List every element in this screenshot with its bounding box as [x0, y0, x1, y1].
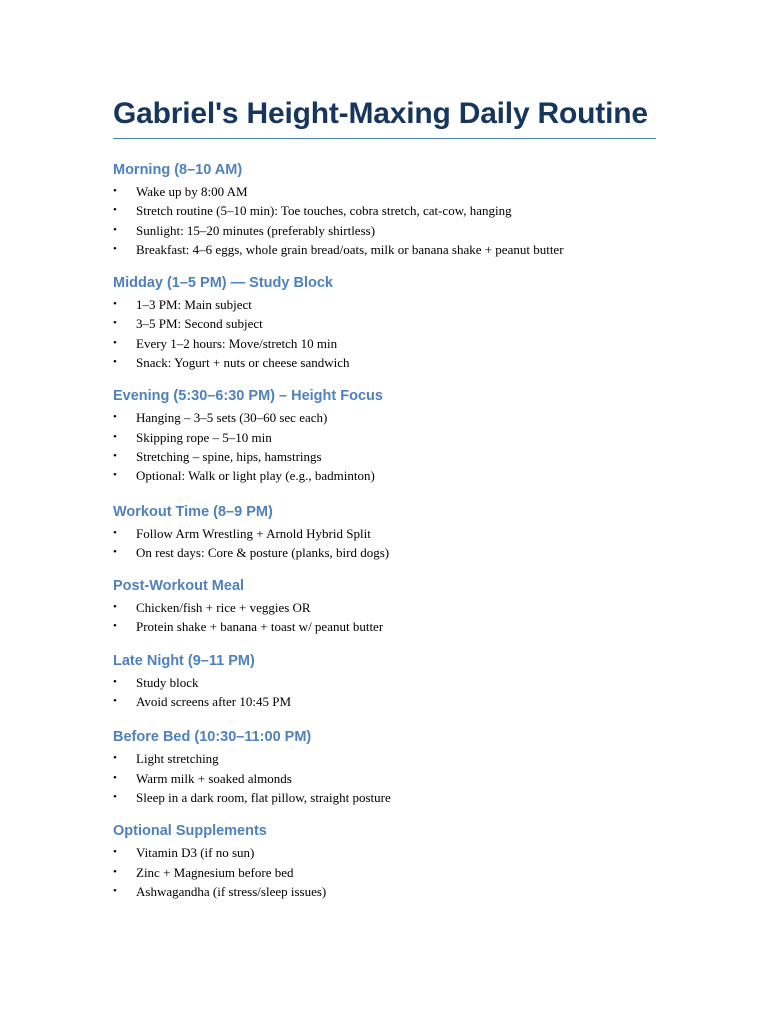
list-item — [113, 882, 656, 901]
section — [113, 502, 656, 563]
list-item-text: Follow Arm Wrestling + Arnold Hybrid Split — [136, 525, 371, 541]
bullet-icon: • — [113, 601, 117, 614]
list-item-text: Chicken/fish + rice + veggies OR — [136, 600, 311, 616]
list-item-text: Sleep in a dark room, flat pillow, straight posture — [136, 789, 391, 805]
list-item-text: 3–5 PM: Second subject — [136, 316, 263, 332]
bullet-icon: • — [113, 298, 117, 311]
list-item — [113, 543, 656, 562]
list-item-text: Breakfast: 4–6 eggs, whole grain bread/oats, milk or banana shake + peanut butter — [136, 241, 564, 257]
bullet-icon: • — [113, 790, 117, 803]
section-heading: Evening (5:30–6:30 PM) – Height Focus — [113, 388, 383, 405]
section-heading: Before Bed (10:30–11:00 PM) — [113, 729, 312, 746]
list-item — [113, 749, 656, 768]
list-item-text: Wake up by 8:00 AM — [136, 184, 248, 199]
bullet-icon: • — [113, 884, 117, 897]
bullet-icon: • — [113, 185, 117, 197]
bullet-icon: • — [113, 242, 117, 255]
list-item — [113, 221, 656, 240]
bullet-list — [113, 749, 656, 807]
list-item — [113, 788, 656, 807]
list-item — [113, 692, 656, 711]
bullet-list — [113, 295, 656, 372]
list-item — [113, 408, 656, 427]
bullet-icon: • — [113, 356, 117, 369]
bullet-icon: • — [113, 526, 117, 539]
section — [113, 160, 656, 259]
list-item-text: 1–3 PM: Main subject — [136, 297, 252, 313]
bullet-icon: • — [113, 865, 117, 878]
list-item — [113, 843, 656, 862]
list-item-text: Vitamin D3 (if no sun) — [136, 845, 255, 861]
list-item-text: Optional: Walk or light play (e.g., badminton) — [136, 468, 375, 484]
document-title: Gabriel's Height-Maxing Daily Routine — [113, 92, 656, 139]
list-item — [113, 182, 656, 201]
list-item — [113, 769, 656, 788]
bullet-icon: • — [113, 771, 117, 784]
list-item-text: On rest days: Core & posture (planks, bird dogs) — [136, 544, 390, 560]
list-item — [113, 353, 656, 372]
list-item — [113, 673, 656, 692]
bullet-icon: • — [113, 545, 117, 558]
list-item-text: Study block — [136, 674, 199, 690]
list-item-text: Snack: Yogurt + nuts or cheese sandwich — [136, 355, 350, 371]
bullet-icon: • — [113, 449, 117, 462]
list-item — [113, 295, 656, 314]
list-item — [113, 334, 656, 353]
list-item — [113, 314, 656, 333]
section — [113, 727, 656, 807]
bullet-icon: • — [113, 620, 117, 633]
section-heading: Post-Workout Meal — [113, 578, 245, 595]
section — [113, 273, 656, 372]
list-item-text: Skipping rope – 5–10 min — [136, 429, 272, 445]
list-item-text: Every 1–2 hours: Move/stretch 10 min — [136, 335, 338, 351]
bullet-list — [113, 673, 656, 712]
bullet-icon: • — [113, 469, 117, 482]
list-item — [113, 201, 656, 220]
bullet-icon: • — [113, 695, 117, 708]
list-item-text: Protein shake + banana + toast w/ peanut butter — [136, 619, 384, 635]
bullet-icon: • — [113, 411, 117, 424]
list-item-text: Stretching – spine, hips, hamstrings — [136, 448, 322, 464]
list-item-text: Avoid screens after 10:45 PM — [136, 694, 292, 710]
list-item-text: Zinc + Magnesium before bed — [136, 864, 294, 880]
bullet-icon: • — [113, 430, 117, 443]
list-item — [113, 240, 656, 259]
list-item — [113, 447, 656, 466]
bullet-list — [113, 598, 656, 637]
bullet-list — [113, 182, 656, 259]
bullet-icon: • — [113, 752, 117, 765]
list-item — [113, 863, 656, 882]
section — [113, 821, 656, 901]
list-item-text: Sunlight: 15–20 minutes (preferably shirtless) — [136, 222, 376, 238]
list-item-text: Stretch routine (5–10 min): Toe touches, cobra stretch, cat-cow, hanging — [136, 203, 512, 219]
section-heading: Morning (8–10 AM) — [113, 162, 243, 178]
bullet-list — [113, 524, 656, 563]
list-item — [113, 466, 656, 485]
list-item-text: Hanging – 3–5 sets (30–60 sec each) — [136, 410, 328, 426]
document-page — [113, 92, 656, 901]
list-item — [113, 598, 656, 617]
section — [113, 651, 656, 712]
sections-container — [113, 160, 656, 901]
list-item — [113, 524, 656, 543]
section-heading: Late Night (9–11 PM) — [113, 652, 255, 669]
bullet-icon: • — [113, 336, 117, 349]
list-item — [113, 617, 656, 636]
section-heading: Optional Supplements — [113, 823, 267, 840]
bullet-icon: • — [113, 317, 117, 330]
section — [113, 386, 656, 485]
bullet-list — [113, 408, 656, 485]
bullet-list — [113, 843, 656, 901]
section-heading: Workout Time (8–9 PM) — [113, 503, 273, 520]
list-item — [113, 428, 656, 447]
list-item-text: Ashwagandha (if stress/sleep issues) — [136, 883, 327, 899]
bullet-icon: • — [113, 204, 117, 217]
section-heading: Midday (1–5 PM) — Study Block — [113, 275, 333, 292]
bullet-icon: • — [113, 223, 117, 236]
bullet-icon: • — [113, 846, 117, 859]
section — [113, 576, 656, 637]
list-item-text: Light stretching — [136, 751, 219, 767]
bullet-icon: • — [113, 675, 117, 688]
list-item-text: Warm milk + soaked almonds — [136, 770, 292, 786]
